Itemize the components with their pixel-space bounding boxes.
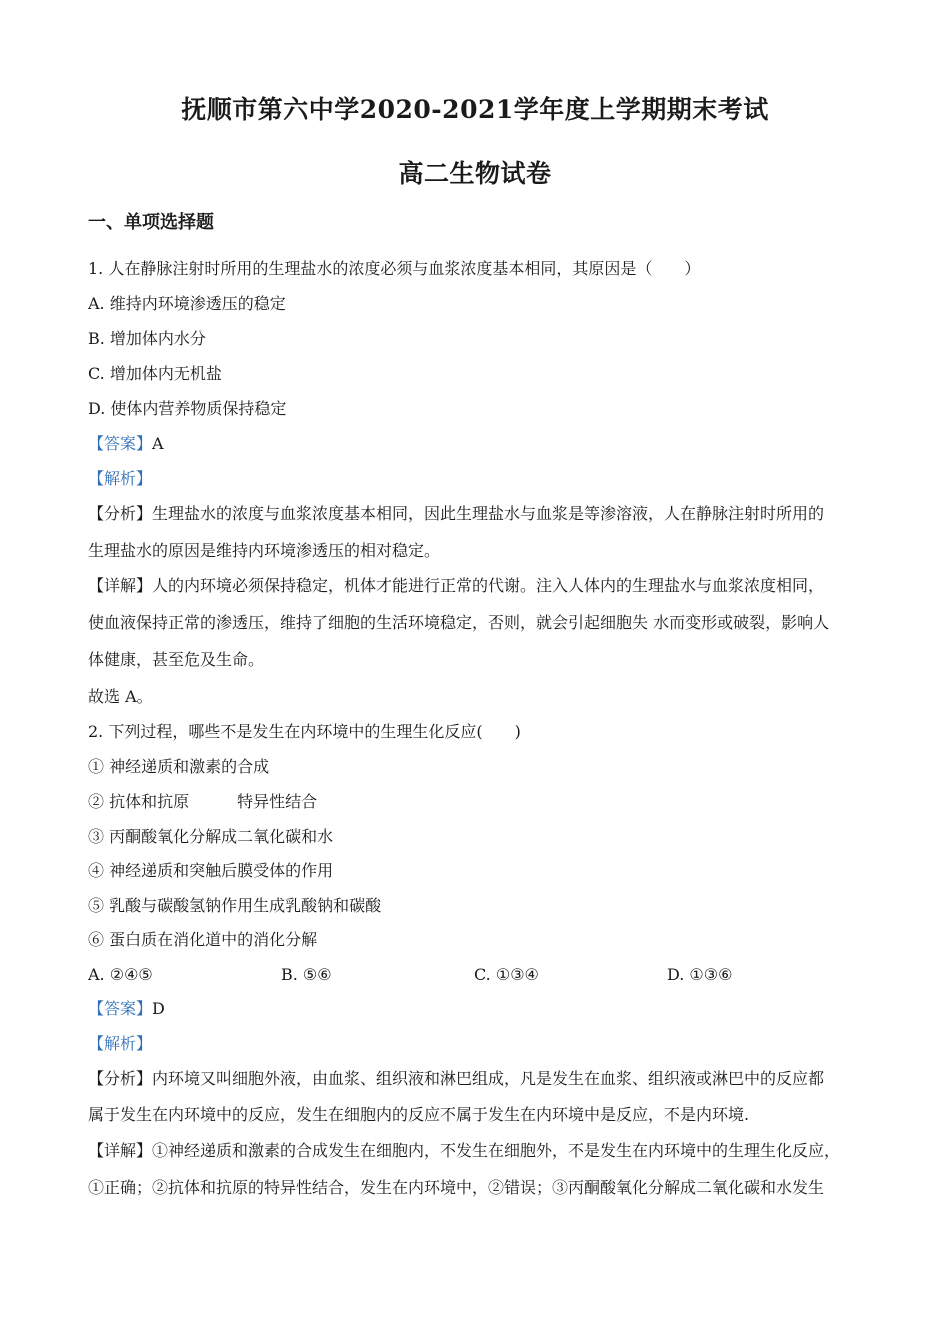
question-1-option-a: A. 维持内环境渗透压的稳定	[88, 294, 286, 313]
question-1-analysis-line: 使血液保持正常的渗透压，维持了细胞的生活环境稳定，否则，就会引起细胞失 水而变形或破裂，影响人	[88, 613, 830, 632]
question-1-answer	[88, 433, 164, 455]
section-heading: 一、单项选择题	[88, 212, 214, 233]
page-title: 抚顺市第六中学2020-2021学年度上学期期末考试	[181, 95, 769, 124]
question-2-item: ② 抗体和抗原 特异性结合	[88, 792, 318, 811]
question-2-item: ⑥ 蛋白质在消化道中的消化分解	[88, 930, 318, 949]
question-2-item: ⑤ 乳酸与碳酸氢钠作用生成乳酸钠和碳酸	[88, 896, 382, 915]
answer-value: A	[152, 434, 164, 453]
question-2-choice-a: A. ②④⑤	[88, 965, 153, 984]
question-1-analysis-line: 故选 A。	[88, 687, 153, 706]
question-2-item: ④ 神经递质和突触后膜受体的作用	[88, 861, 334, 880]
question-1-option-b: B. 增加体内水分	[88, 329, 206, 348]
question-2-choice-d: D. ①③⑥	[667, 965, 733, 984]
question-1-stem: 1. 人在静脉注射时所用的生理盐水的浓度必须与血浆浓度基本相同，其原因是（ ）	[88, 259, 701, 278]
answer-label: 【答案】	[88, 434, 153, 453]
question-2-item: ③ 丙酮酸氧化分解成二氧化碳和水	[88, 827, 334, 846]
question-1-analysis-line: 生理盐水的原因是维持内环境渗透压的相对稳定。	[88, 541, 441, 560]
question-2-analysis-line: 【详解】①神经递质和激素的合成发生在细胞内，不发生在细胞外，不是发生在内环境中的生理生化反应，	[88, 1141, 841, 1160]
question-1-analysis-label: 【解析】	[88, 469, 153, 488]
question-1-analysis-line: 【分析】生理盐水的浓度与血浆浓度基本相同，因此生理盐水与血浆是等渗溶液，人在静脉注射时所用的	[88, 504, 825, 523]
question-2-choice-c: C. ①③④	[474, 965, 539, 984]
answer-label: 【答案】	[88, 999, 153, 1018]
question-1-option-c: C. 增加体内无机盐	[88, 364, 222, 383]
answer-value: D	[152, 999, 165, 1018]
question-1-option-d: D. 使体内营养物质保持稳定	[88, 399, 287, 418]
page-subtitle: 高二生物试卷	[398, 159, 552, 188]
question-2-item: ① 神经递质和激素的合成	[88, 757, 270, 776]
question-2-analysis-line: 属于发生在内环境中的反应，发生在细胞内的反应不属于发生在内环境中是反应，不是内环境.	[88, 1105, 750, 1124]
question-1-analysis-line: 体健康，甚至危及生命。	[88, 650, 265, 669]
question-2-answer	[88, 998, 165, 1020]
question-2-analysis-label: 【解析】	[88, 1034, 153, 1053]
question-2-analysis-line: 【分析】内环境又叫细胞外液，由血浆、组织液和淋巴组成，凡是发生在血浆、组织液或淋巴中的反应都	[88, 1069, 825, 1088]
question-2-choice-b: B. ⑤⑥	[281, 965, 332, 984]
question-2-analysis-line: ①正确；②抗体和抗原的特异性结合，发生在内环境中，②错误；③丙酮酸氧化分解成二氧化碳和水发生	[88, 1178, 825, 1197]
question-1-analysis-line: 【详解】人的内环境必须保持稳定，机体才能进行正常的代谢。注入人体内的生理盐水与血浆浓度相同，	[88, 576, 825, 595]
question-2-stem: 2. 下列过程，哪些不是发生在内环境中的生理生化反应( )	[88, 722, 521, 741]
